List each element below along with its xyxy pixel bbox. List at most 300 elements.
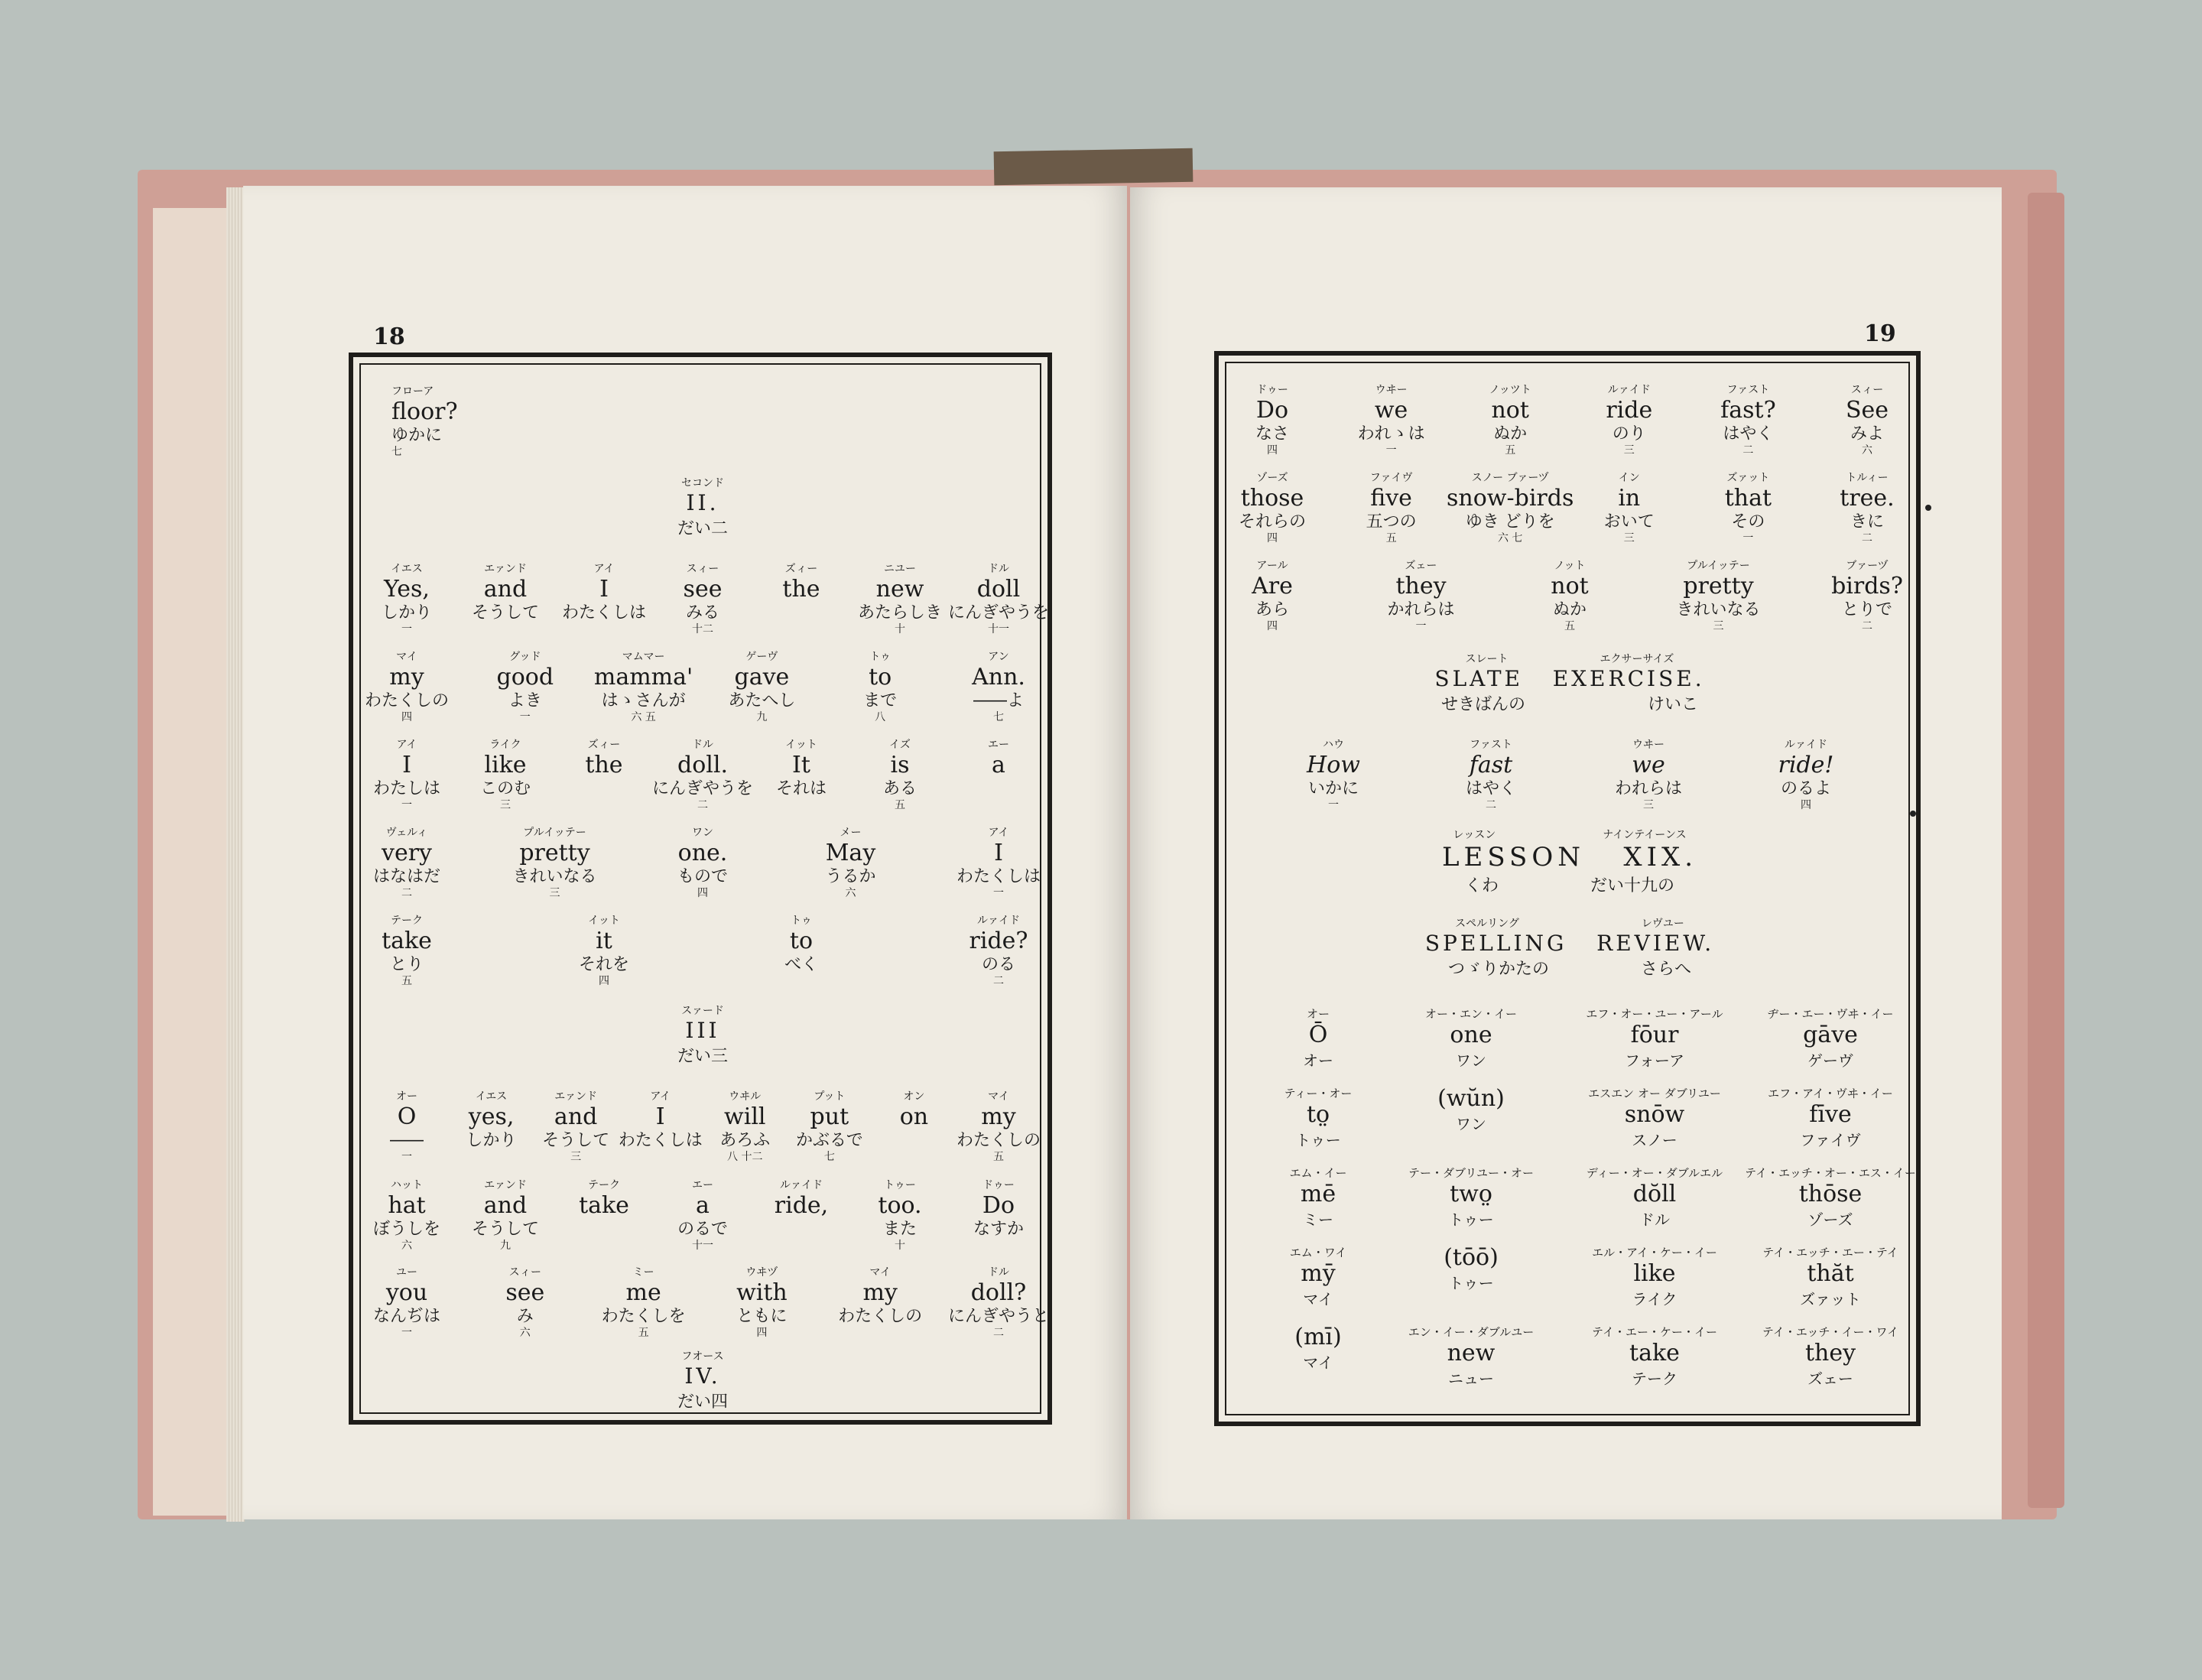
spelling-review-heading (1249, 915, 1890, 980)
order-number: 三 (1623, 444, 1635, 457)
ruby-text: アール (1256, 560, 1288, 572)
spelling-cell (1592, 1324, 1717, 1389)
english-word: I (599, 576, 609, 603)
order-number: 一 (1385, 444, 1397, 457)
english-word: I (402, 752, 411, 778)
spelling-cell (1289, 1165, 1346, 1230)
english-word: with (736, 1279, 788, 1306)
english-word: Do (1255, 397, 1289, 424)
right-page (1130, 187, 2002, 1519)
english-word: good (496, 664, 554, 691)
english-word: mȳ (1301, 1260, 1336, 1287)
english-word: a (992, 752, 1005, 778)
english-word: ride (1606, 397, 1653, 424)
english-word: gāve (1803, 1022, 1858, 1048)
text-row (364, 650, 1025, 736)
word-cell (736, 1266, 788, 1339)
order-number: 一 (401, 1327, 412, 1339)
english-word: too. (878, 1192, 922, 1219)
ruby-text: ズィー (784, 563, 818, 575)
word-cell (775, 1178, 828, 1220)
ruby-text: エフ・オー・ユー・アール (1586, 1007, 1723, 1021)
word-cell (652, 738, 753, 811)
ruby-text: アイ (593, 563, 615, 575)
order-number: 六 (845, 887, 856, 899)
english-word: gave (734, 664, 790, 691)
katakana-reading: ライク (1632, 1290, 1677, 1308)
order-number: 八 (875, 711, 886, 723)
word-cell (1387, 559, 1454, 632)
word-cell (956, 1090, 1041, 1163)
ruby-text: マイ (988, 1090, 1009, 1103)
ruby-text: エー (692, 1179, 713, 1191)
english-word: Are (1252, 573, 1293, 600)
english-word: May (825, 840, 876, 866)
spelling-cell (1767, 1006, 1893, 1071)
japanese-gloss: わたくしは (618, 1131, 703, 1150)
spelling-row (1249, 1085, 1893, 1162)
ruby-text: イエス (391, 563, 423, 575)
word-cell (784, 914, 818, 975)
katakana-reading: ズァット (1800, 1290, 1861, 1308)
word-cell (838, 1266, 922, 1327)
japanese-gloss: ある (882, 779, 917, 798)
ruby-text: ウヰー (1375, 384, 1408, 396)
katakana-reading: トゥー (1448, 1210, 1494, 1229)
english-word: doll. (677, 752, 728, 778)
ruby-text: ティー・オー (1284, 1087, 1353, 1100)
page-number: 18 (373, 323, 405, 350)
section-numeral: II. (686, 490, 719, 515)
spelling-cell (1290, 1244, 1347, 1309)
order-number: 九 (499, 1240, 511, 1252)
japanese-gloss: ともに (736, 1307, 788, 1326)
katakana-reading: マイ (1303, 1353, 1333, 1372)
section-numeral: III (685, 1018, 720, 1043)
english-word: one. (677, 840, 728, 866)
order-number: 三 (1623, 532, 1635, 544)
spelling-cell (1294, 1324, 1341, 1373)
spelling-cell (1408, 1324, 1534, 1389)
ruby-text: ルァイド (780, 1179, 823, 1191)
order-number: 七 (993, 711, 1004, 723)
cover-edge (2028, 193, 2064, 1508)
english-word: O (397, 1103, 417, 1130)
english-word: like (1633, 1260, 1676, 1287)
japanese-gloss: わたくしの (838, 1307, 923, 1326)
japanese-gloss: まで (863, 691, 898, 710)
ruby-text: ウヰー (1632, 739, 1664, 751)
ink-speck (1925, 505, 1931, 511)
japanese-gloss: だい十九の (1590, 876, 1675, 895)
order-number: 十 (894, 623, 905, 635)
katakana-reading: ワン (1455, 1051, 1486, 1070)
text-row (1249, 383, 1890, 469)
text-row (382, 914, 1028, 999)
spelling-cell (1745, 1165, 1916, 1230)
english-word: a (696, 1192, 710, 1219)
ruby-text: ルァイド (1784, 739, 1827, 751)
word-cell (390, 1090, 424, 1163)
ruby-text: エクサーサイズ (1600, 653, 1674, 665)
word-cell (619, 1090, 703, 1151)
spelling-cell (1762, 1244, 1898, 1309)
word-cell (782, 562, 820, 603)
ruby-text: ハウ (1323, 739, 1344, 751)
english-word: my (981, 1103, 1016, 1130)
japanese-gloss: しかり (381, 603, 433, 622)
english-word: very (381, 840, 432, 866)
ruby-text: エム・イー (1289, 1166, 1347, 1180)
ruby-text: ブァーヅ (1846, 560, 1889, 572)
order-number: 四 (1266, 444, 1278, 457)
word-cell (373, 738, 440, 811)
japanese-gloss: われゝは (1357, 424, 1425, 444)
english-word: see (505, 1279, 545, 1306)
katakana-reading: スノー (1632, 1131, 1677, 1149)
order-number: 一 (1328, 799, 1339, 811)
order-number: 二 (992, 1327, 1004, 1339)
japanese-gloss: はなはだ (372, 867, 441, 886)
ruby-text: マイ (396, 651, 417, 663)
text-row (372, 826, 1041, 911)
word-cell (512, 826, 596, 899)
order-number: 一 (1415, 620, 1427, 632)
word-cell (1447, 471, 1574, 544)
english-word: birds? (1831, 573, 1903, 600)
ruby-text: テーク (588, 1179, 620, 1191)
word-cell (585, 738, 622, 779)
english-word: new (1447, 1340, 1496, 1366)
order-number: 二 (1861, 532, 1872, 544)
page-number: 19 (1864, 320, 1896, 347)
order-number: 四 (697, 887, 708, 899)
english-word: pretty (519, 840, 590, 866)
english-word: doll? (970, 1279, 1027, 1306)
japanese-gloss: わたくしは (956, 867, 1041, 886)
english-word: How (1307, 752, 1360, 778)
japanese-gloss: ゆかに (391, 426, 443, 445)
japanese-gloss: はゝさんが (601, 691, 686, 710)
text-frame (1214, 351, 1921, 1426)
japanese-gloss: ――よ (973, 691, 1024, 710)
english-word: Do (982, 1192, 1015, 1219)
word-cell (1255, 383, 1289, 457)
order-number: 五 (894, 799, 905, 811)
ruby-text: スレート (1465, 653, 1509, 665)
word-cell (1551, 559, 1588, 632)
english-word: ride! (1778, 752, 1834, 778)
english-word: on (899, 1103, 929, 1130)
ruby-text: イン (1618, 472, 1640, 484)
japanese-gloss: もので (677, 867, 729, 886)
ruby-text: ファスト (1726, 384, 1770, 396)
ruby-text: ライク (489, 739, 521, 751)
english-word: they (1395, 573, 1447, 600)
word-cell (1778, 738, 1834, 811)
english-word: that (1724, 485, 1772, 512)
english-word: and (483, 1192, 528, 1219)
word-cell (1239, 471, 1306, 544)
english-word: tree. (1840, 485, 1895, 512)
ruby-text: エスエン オー ダブリユー (1588, 1087, 1721, 1100)
word-cell (1307, 738, 1360, 811)
japanese-gloss: あら (1255, 600, 1290, 619)
english-word: and (554, 1103, 598, 1130)
ruby-text: ユー (395, 1266, 417, 1279)
order-number: 六 (401, 1240, 412, 1252)
ruby-text: ドル (691, 739, 713, 751)
order-number: 五 (992, 1151, 1004, 1163)
heading-text: SLATE EXERCISE. (1434, 666, 1705, 691)
japanese-gloss: われらは (1614, 779, 1683, 798)
english-word: take (382, 928, 432, 954)
ruby-text: マイ (869, 1266, 892, 1279)
ruby-text: レッスン (1453, 829, 1496, 841)
english-word: ride, (774, 1192, 829, 1219)
english-word: yes, (468, 1103, 515, 1130)
japanese-gloss: かれらは (1387, 600, 1455, 619)
section-numeral: IV. (684, 1363, 721, 1389)
word-cell (858, 562, 942, 635)
spelling-cell (1444, 1244, 1499, 1293)
ruby-text: スィー (508, 1266, 541, 1279)
english-word: floor? (391, 398, 458, 425)
katakana-reading: オー (1303, 1051, 1333, 1070)
word-cell (1725, 471, 1772, 544)
ruby-text: ズァット (1726, 472, 1770, 484)
order-number: 六 (519, 1327, 531, 1339)
word-cell (382, 914, 432, 987)
english-word: put (810, 1103, 849, 1130)
japanese-gloss: にんぎやうを (947, 603, 1050, 622)
ruby-text: エァンド (484, 563, 527, 575)
ruby-text: ハット (390, 1179, 423, 1191)
japanese-gloss: にんぎやうと (947, 1307, 1050, 1326)
ruby-text: グッド (509, 651, 541, 663)
order-number: 十二 (692, 623, 713, 635)
japanese-gloss: くわ (1464, 876, 1499, 895)
spelling-cell (1408, 1165, 1534, 1230)
word-cell (1676, 559, 1760, 632)
order-number: 五 (401, 975, 412, 987)
section-heading-4 (384, 1348, 1021, 1412)
ruby-text: スペルリング (1455, 918, 1519, 930)
ruby-text: エム・ワイ (1289, 1246, 1347, 1259)
english-word: those (1240, 485, 1304, 512)
word-cell (466, 1090, 517, 1151)
spelling-cell (1284, 1085, 1353, 1150)
english-word: hat (388, 1192, 426, 1219)
ruby-text: エフ・アイ・ヴヰ・イー (1768, 1087, 1893, 1100)
word-cell (948, 562, 1049, 635)
order-number: 七 (823, 1151, 835, 1163)
ruby-text: テイ・エッチ・エー・テイ (1762, 1246, 1898, 1259)
ruby-text: テー・ダブリユー・オー (1408, 1166, 1535, 1180)
ruby-text: プルイッテー (1687, 560, 1750, 572)
text-row (372, 738, 1021, 824)
ruby-text: セコンド (681, 477, 724, 489)
word-cell (969, 914, 1028, 987)
word-cell (373, 1266, 440, 1339)
order-number: 二 (697, 799, 708, 811)
japanese-gloss: ぼうしを (372, 1220, 441, 1239)
word-cell (579, 1178, 629, 1220)
word-cell (562, 562, 646, 623)
ruby-text: アイ (988, 827, 1009, 839)
word-cell (1840, 471, 1894, 544)
word-cell (472, 562, 539, 623)
ruby-text: ディー・オー・ダブルエル (1586, 1166, 1723, 1180)
ruby-text: エァンド (554, 1090, 598, 1103)
order-number: 四 (1266, 532, 1278, 544)
order-number: 二 (1742, 444, 1754, 457)
english-word: thōse (1798, 1181, 1863, 1207)
spelling-row (1249, 1006, 1894, 1082)
order-number: 一 (519, 711, 531, 723)
english-word: dŏll (1632, 1181, 1677, 1207)
ruby-text: エァンド (484, 1179, 527, 1191)
word-cell (956, 826, 1041, 899)
order-number: 二 (992, 975, 1004, 987)
japanese-gloss: はやく (1723, 424, 1774, 444)
japanese-gloss: かぶるで (795, 1131, 863, 1150)
ruby-text: ルァイド (976, 915, 1020, 927)
english-word: Ō (1308, 1022, 1328, 1048)
ruby-text: テイ・エッチ・オー・エス・イー (1745, 1166, 1916, 1180)
order-number: 四 (401, 711, 412, 723)
english-word: snow-birds (1447, 485, 1574, 512)
japanese-gloss: 五つの (1366, 512, 1417, 531)
order-number: 四 (598, 975, 609, 987)
english-word: new (875, 576, 924, 603)
order-number: 四 (756, 1327, 768, 1339)
japanese-gloss: のる (981, 955, 1016, 974)
spelling-cell (1425, 1006, 1517, 1071)
japanese-gloss: その (1731, 512, 1765, 531)
order-number: 一 (401, 623, 412, 635)
japanese-gloss: そうして (471, 603, 540, 622)
japanese-gloss: ぬか (1493, 424, 1528, 444)
order-number: 五 (638, 1327, 649, 1339)
japanese-gloss: おいて (1603, 512, 1655, 531)
english-word: (wŭn) (1437, 1085, 1505, 1112)
order-number: 十一 (692, 1240, 713, 1252)
katakana-reading: ズェー (1807, 1370, 1853, 1388)
word-cell (1358, 383, 1425, 457)
english-word: mē (1300, 1181, 1336, 1207)
japanese-gloss: けいこ (1648, 695, 1699, 714)
ruby-text: トルィー (1846, 472, 1889, 484)
english-word: and (483, 576, 528, 603)
japanese-gloss: はやく (1465, 779, 1517, 798)
word-cell (382, 562, 432, 635)
word-cell (728, 650, 795, 723)
order-number: 六 七 (1497, 532, 1523, 544)
ruby-text: レヴユー (1641, 918, 1684, 930)
spelling-cell (1768, 1085, 1893, 1150)
ruby-text: ノッツト (1489, 384, 1531, 396)
ruby-text: テイ・エッチ・イー・ワイ (1762, 1325, 1899, 1339)
order-number: 一 (401, 1151, 412, 1163)
english-word: we (1632, 752, 1665, 778)
text-frame (349, 353, 1052, 1425)
order-number: 一 (992, 887, 1004, 899)
word-cell (973, 1178, 1024, 1240)
order-number: 五 (1385, 532, 1397, 544)
ruby-text: ヂー・エー・ヴヰ・イー (1767, 1007, 1894, 1021)
word-cell (542, 1090, 609, 1163)
english-word: me (625, 1279, 661, 1306)
word-cell (602, 1266, 686, 1339)
spelling-row (1249, 1244, 1898, 1321)
ruby-text: オー (1306, 1007, 1330, 1021)
ruby-text: ドゥー (1256, 384, 1288, 396)
order-number: 五 (1564, 620, 1575, 632)
spelling-cell (1588, 1085, 1721, 1150)
order-number: 八 十二 (727, 1151, 763, 1163)
english-word: not (1551, 573, 1589, 600)
ruby-text: エー (988, 739, 1009, 751)
japanese-gloss: せきばんの (1440, 695, 1525, 714)
spelling-cell (1437, 1085, 1505, 1134)
katakana-reading: テーク (1631, 1370, 1677, 1388)
japanese-gloss: そうして (542, 1131, 610, 1150)
ruby-text: ナインテイーンス (1603, 829, 1687, 841)
japanese-gloss: そうして (471, 1220, 540, 1239)
katakana-reading: マイ (1303, 1290, 1333, 1308)
word-cell (825, 826, 875, 899)
word-cell (988, 738, 1009, 779)
english-word: fōur (1630, 1022, 1679, 1048)
ruby-text: トゥー (884, 1179, 916, 1191)
ruby-text: トゥ (869, 651, 892, 663)
spelling-row (1249, 1324, 1899, 1400)
order-number: 三 (499, 799, 511, 811)
japanese-gloss: のるよ (1780, 779, 1832, 798)
order-number: 一 (1742, 532, 1754, 544)
word-cell (480, 738, 531, 811)
english-word: Yes, (384, 576, 430, 603)
lesson-heading (1249, 827, 1890, 896)
text-row (372, 1266, 1050, 1351)
word-cell (883, 738, 917, 811)
english-word: take (1629, 1340, 1680, 1366)
japanese-gloss: のり (1612, 424, 1646, 444)
japanese-gloss: それを (578, 955, 630, 974)
katakana-reading: トゥー (1295, 1131, 1341, 1149)
ruby-text: ファスト (1470, 739, 1512, 751)
ruby-text: エル・アイ・ケー・イー (1592, 1246, 1717, 1259)
text-row (381, 562, 1050, 648)
english-word: fast (1469, 752, 1513, 778)
order-number: 二 (1861, 620, 1872, 632)
page-edges (226, 187, 245, 1522)
word-cell (1615, 738, 1682, 811)
english-word: not (1491, 397, 1529, 424)
japanese-gloss: わたくしの (956, 1131, 1041, 1150)
word-cell (796, 1090, 863, 1163)
katakana-reading: ゾーズ (1807, 1210, 1853, 1229)
japanese-gloss: あたへし (728, 691, 796, 710)
ruby-text: ゲーヴ (745, 651, 778, 663)
english-word: it (596, 928, 612, 954)
katakana-reading: フォーア (1624, 1051, 1684, 1070)
japanese-gloss: さらへ (1641, 960, 1692, 979)
word-cell (505, 1266, 544, 1339)
katakana-reading: トゥー (1448, 1274, 1494, 1292)
section-heading-2 (384, 475, 1021, 539)
